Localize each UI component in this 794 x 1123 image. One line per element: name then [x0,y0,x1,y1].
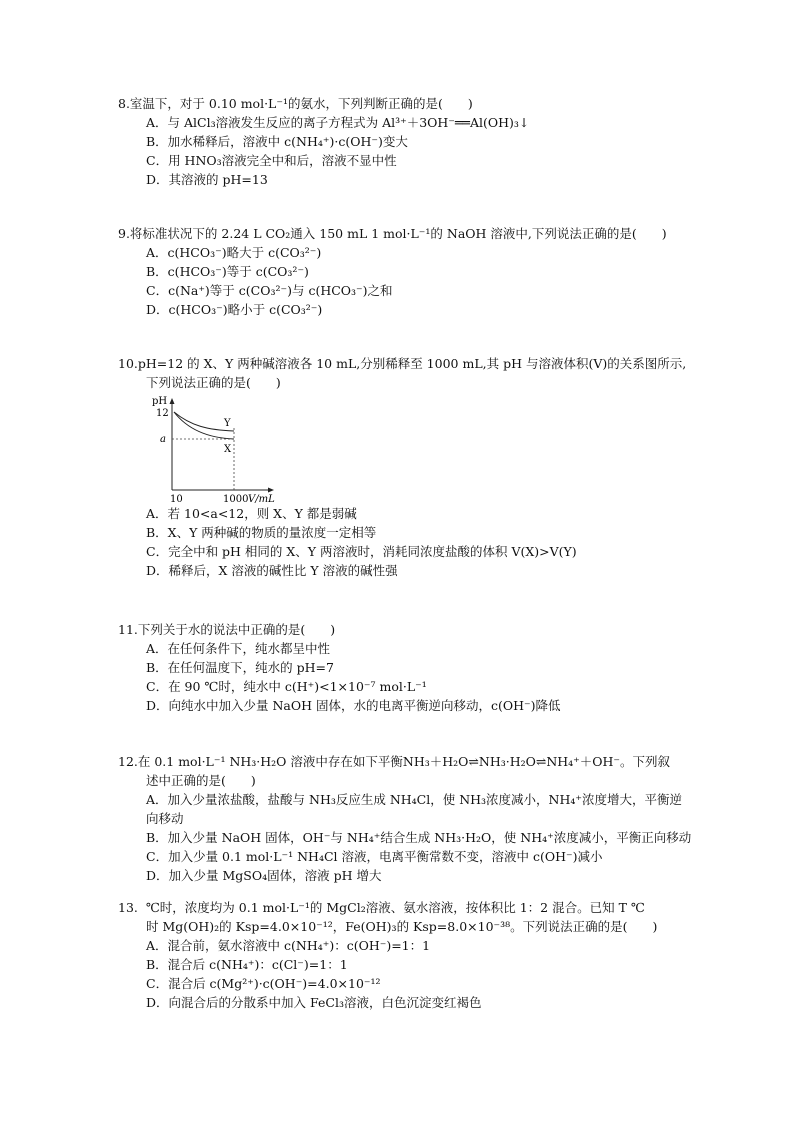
ph-volume-graph [146,392,276,504]
option-list [118,504,718,580]
option-b: B．c(HCO₃⁻)等于 c(CO₃²⁻) [146,264,309,279]
question-stem-continuation: 时 Mg(OH)₂的 Ksp=4.0×10⁻¹²，Fe(OH)₃的 Ksp=8.0×10⁻³⁸。下列说法正确的是( ) [146,919,658,934]
option-c: C．用 HNO₃溶液完全中和后，溶液不显中性 [146,153,397,168]
option-d: D．向混合后的分散系中加入 FeCl₃溶液，白色沉淀变红褐色 [146,995,482,1010]
question-stem: 12.在 0.1 mol·L⁻¹ NH₃·H₂O 溶液中存在如下平衡NH₃＋H₂O⇌NH₃·H₂O⇌NH₄⁺＋OH⁻。下列叙 [118,754,671,769]
option-c: C．在 90 ℃时，纯水中 c(H⁺)<1×10⁻⁷ mol·L⁻¹ [146,679,427,694]
question-13 [118,898,718,1012]
option-b: B．X、Y 两种碱的物质的量浓度一定相等 [146,525,377,540]
ph-volume-figure [146,392,276,504]
option-a: A．加入少量浓盐酸，盐酸与 NH₃反应生成 NH₄Cl，使 NH₃浓度减小，NH₄⁺浓度增大，平衡逆 [146,792,683,807]
option-b: B．加入少量 NaOH 固体，OH⁻与 NH₄⁺结合生成 NH₃·H₂O，使 NH₄⁺浓度减小，平衡正向移动 [146,830,692,845]
question-10 [118,354,718,580]
option-a-continuation: 向移动 [146,811,184,826]
option-c: C．完全中和 pH 相同的 X、Y 两溶液时，消耗同浓度盐酸的体积 V(X)>V(Y) [146,544,577,559]
option-d: D．c(HCO₃⁻)略小于 c(CO₃²⁻) [146,302,323,317]
question-stem: 10.pH=12 的 X、Y 两种碱溶液各 10 mL,分别稀释至 1000 mL,其 pH 与溶液体积(V)的关系图所示, [118,356,687,371]
option-list [118,113,718,189]
question-11 [118,620,718,715]
option-d: D．加入少量 MgSO₄固体，溶液 pH 增大 [146,868,382,883]
x-tick-1000: 1000 [223,494,249,504]
option-c: C．c(Na⁺)等于 c(CO₃²⁻)与 c(HCO₃⁻)之和 [146,283,393,298]
x-tick-10: 10 [170,494,183,504]
question-12 [118,752,718,885]
question-stem-continuation: 下列说法正确的是( ) [146,375,281,390]
option-a: A．与 AlCl₃溶液发生反应的离子方程式为 Al³⁺＋3OH⁻══Al(OH)₃↓ [146,115,530,130]
y-axis-arrow [170,398,175,404]
y-axis-label: pH [152,396,168,407]
y-tick-12: 12 [156,408,169,419]
option-list [118,936,718,1012]
x-axis-label: V/mL [248,494,275,504]
option-list [118,243,718,319]
x-axis-arrow [268,488,274,493]
curve-y-label: Y [224,418,231,429]
question-8 [118,94,718,189]
option-c: C．加入少量 0.1 mol·L⁻¹ NH₄Cl 溶液，电离平衡常数不变，溶液中 c(OH⁻)减小 [146,849,603,864]
option-list [118,790,718,885]
option-a: A．混合前，氨水溶液中 c(NH₄⁺)：c(OH⁻)=1：1 [146,938,431,953]
option-b: B．混合后 c(NH₄⁺)：c(Cl⁻)=1：1 [146,957,348,972]
option-list [118,639,718,715]
option-d: D．向纯水中加入少量 NaOH 固体，水的电离平衡逆向移动，c(OH⁻)降低 [146,698,561,713]
y-tick-a: a [160,434,166,445]
option-a: A．c(HCO₃⁻)略大于 c(CO₃²⁻) [146,245,322,260]
question-9 [118,224,718,319]
curve-x-label: X [224,444,232,455]
option-a: A．在任何条件下，纯水都呈中性 [146,641,331,656]
question-stem: 11.下列关于水的说法中正确的是( ) [118,622,336,637]
option-d: D．稀释后，X 溶液的碱性比 Y 溶液的碱性强 [146,563,398,578]
option-d: D．其溶液的 pH=13 [146,172,268,187]
option-b: B．加水稀释后，溶液中 c(NH₄⁺)·c(OH⁻)变大 [146,134,408,149]
question-stem: 8.室温下，对于 0.10 mol·L⁻¹的氨水，下列判断正确的是( ) [118,96,473,111]
question-stem: 9.将标准状况下的 2.24 L CO₂通入 150 mL 1 mol·L⁻¹的 NaOH 溶液中,下列说法正确的是( ) [118,226,667,241]
option-a: A．若 10<a<12，则 X、Y 都是弱碱 [146,506,357,521]
question-stem-continuation: 述中正确的是( ) [146,773,256,788]
option-b: B．在任何温度下，纯水的 pH=7 [146,660,334,675]
question-stem: 13. ℃时，浓度均为 0.1 mol·L⁻¹的 MgCl₂溶液、氨水溶液，按体积比 1：2 混合。已知 T ℃ [118,900,645,915]
option-c: C．混合后 c(Mg²⁺)·c(OH⁻)=4.0×10⁻¹² [146,976,381,991]
